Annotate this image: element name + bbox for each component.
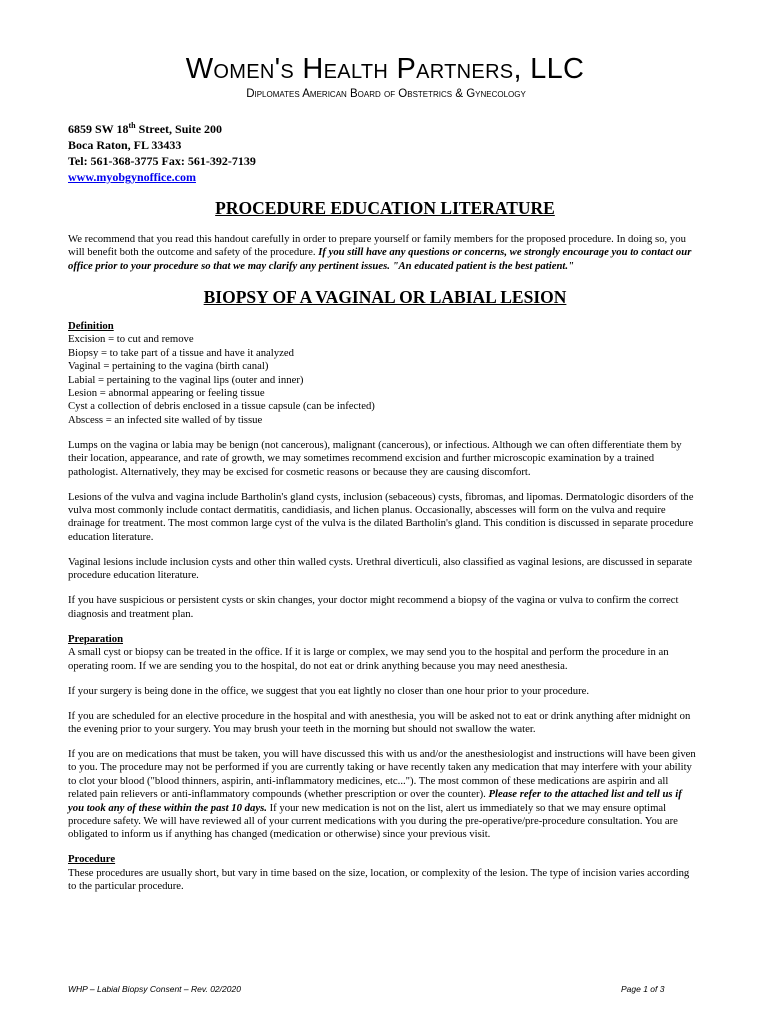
- topic-heading: BIOPSY OF A VAGINAL OR LABIAL LESION: [203, 287, 567, 307]
- letterhead: [0, 52, 770, 100]
- definition-line: Lesion = abnormal appearing or feeling tissue: [68, 387, 265, 400]
- preparation-heading: Preparation: [68, 632, 124, 645]
- phone-fax-line: Tel: 561-368-3775 Fax: 561-392-7139: [68, 154, 256, 168]
- vaginal-lesions-paragraph: Vaginal lesions include inclusion cysts and other thin walled cysts. Urethral diverticuli, also classified as vaginal lesions, are discussed in separate procedure education literature.: [68, 555, 693, 582]
- website-link[interactable]: www.myobgynoffice.com: [68, 170, 196, 184]
- definition-list: [68, 333, 700, 427]
- intro-paragraph: We recommend that you read this handout carefully in order to prepare yourself or family members for the proposed procedure. In doing so, you will benefit both the outcome and safety of the procedure. If you still have any questions or concerns, we strongly encourage you to contact our office prior to your procedure so that we may clarify any pertinent issues. "An educated patient is the best patient.": [68, 233, 692, 272]
- definition-line: Abscess = an infected site walled of by tissue: [68, 413, 263, 426]
- footer-page-number: Page 1 of 3: [621, 984, 665, 994]
- procedure-paragraph: These procedures are usually short, but vary in time based on the size, location, or complexity of the lesion. The type of incision varies according to the particular procedure.: [68, 866, 690, 893]
- lumps-paragraph: Lumps on the vagina or labia may be benign (not cancerous), malignant (cancerous), or infectious. Although we can often differentiate them by their location, appearance, and rate of growth, we may sometimes recommend excision and further microscopic examination by a trained pathologist. Alternatively, they may be excised for cosmetic reasons or because they are causing discomfort.: [68, 438, 682, 478]
- office-surgery-paragraph: If your surgery is being done in the office, we suggest that you eat lightly no closer than one hour prior to your procedure.: [68, 684, 590, 697]
- definition-line: Labial = pertaining to the vaginal lips (outer and inner): [68, 373, 304, 386]
- definition-line: Cyst a collection of debris enclosed in a tissue capsule (can be infected): [68, 400, 375, 413]
- lesions-paragraph: Lesions of the vulva and vagina include Bartholin's gland cysts, inclusion (sebaceous) cysts, fibromas, and lipomas. Dermatologic disorders of the vulva most commonly include contact dermatitis, candidiasis, and lichen planus. Occasionally, abscesses will form on the vulva and require drainage for treatment. The most common large cyst of the vulva is the dilated Bartholin's gland. This condition is discussed in separate procedure education literature.: [68, 490, 694, 543]
- definition-heading: Definition: [68, 320, 114, 332]
- practice-subtitle: Diplomates American Board of Obstetrics & Gynecology: [246, 88, 526, 100]
- definition-line: Excision = to cut and remove: [68, 333, 194, 346]
- definition-line: Vaginal = pertaining to the vagina (birth canal): [68, 360, 269, 373]
- medications-emphasis: Please refer to the attached list and tell us if you took any of these within the past 10 days.: [68, 788, 682, 814]
- definition-line: Biopsy = to take part of a tissue and have it analyzed: [68, 346, 294, 359]
- street-address: 6859 SW 18th Street, Suite 200: [68, 121, 223, 136]
- main-heading: PROCEDURE EDUCATION LITERATURE: [215, 198, 555, 218]
- procedure-heading: Procedure: [68, 853, 116, 866]
- medications-paragraph: If you are on medications that must be taken, you will have discussed this with us and/or the anesthesiologist and instructions will have been given to you. The procedure may not be performed if you are currently taking or have recently taken any medication that may interfere with your ability to clot your blood ("blood thinners, aspirin, anti-inflammatory medicines, etc..."). The most common of these medications are aspirin and all related pain relievers or anti-inflammatory compounds (whether prescription or over the counter). Please refer to the attached list and tell us if you took any of these within the past 10 days. If your new medication is not on the list, alert us immediately so that we may ensure optimal procedure safety. We will have reviewed all of your current medications with you during the pre-operative/pre-procedure consultation. You are obligated to inform us if anything has changed (medication or otherwise) since your previous visit.: [68, 747, 696, 841]
- address-block: [68, 118, 256, 185]
- preparation-paragraph: A small cyst or biopsy can be treated in the office. If it is large or complex, we may send you to the hospital and perform the procedure in an operating room. If we are sending you to the hospital, do not eat or drink anything because you may need anesthesia.: [68, 646, 669, 672]
- hospital-procedure-paragraph: If you are scheduled for an elective procedure in the hospital and with anesthesia, you will be asked not to eat or drink anything after midnight on the evening prior to your surgery. You may brush your teeth in the morning but should not swallow the water.: [68, 709, 691, 735]
- footer-revision: WHP – Labial Biopsy Consent – Rev. 02/2020: [68, 984, 241, 994]
- intro-emphasis: If you still have any questions or concerns, we strongly encourage you to contact our office prior to your procedure so that we may clarify any pertinent issues. "An educated patient is the best patient.": [68, 246, 692, 272]
- practice-name: Women's Health Partners, LLC: [185, 53, 585, 85]
- biopsy-recommendation-paragraph: If you have suspicious or persistent cysts or skin changes, your doctor might recommend a biopsy of the vagina or vulva to confirm the correct diagnosis and treatment plan.: [68, 594, 679, 620]
- city-line: Boca Raton, FL 33433: [68, 138, 182, 152]
- body-content: [68, 320, 700, 905]
